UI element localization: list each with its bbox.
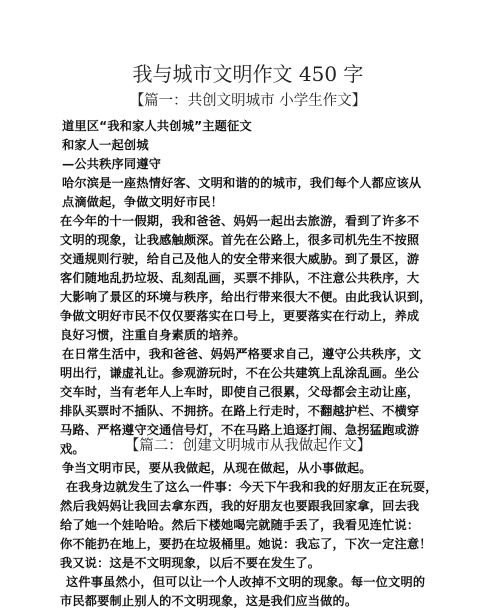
section-1-body <box>0 117 496 459</box>
paragraph-line: 道里区“我和家人共创城”主题征文 <box>62 119 252 133</box>
document-title: 我与城市文明作文 450 字 <box>132 62 364 86</box>
paragraph-line: 争做文明好市民不仅仅要落实在口号上，更要落实在行动上，养成 <box>60 309 420 323</box>
paragraph-line: 点滴做起，争做文明好市民！ <box>62 195 224 209</box>
paragraph-line: 哈尔滨是一座热情好客、文明和谐的的城市，我们每个人都应该从 <box>62 176 422 190</box>
paragraph-line: 在我身边就发生了这么一件事：今天下午我和我的好朋友正在玩耍， <box>66 480 438 494</box>
paragraph-line: 良好习惯，注重自身素质的培养。 <box>60 328 246 342</box>
paragraph-line: 戏。 <box>60 442 85 456</box>
paragraph-line: 你不能扔在地上，要扔在垃圾桶里。她说：我忘了，下次一定注意！ <box>60 537 432 551</box>
paragraph-line: 排队买票时不插队、不拥挤。在路上行走时，不翻越护栏、不横穿 <box>60 404 420 418</box>
section-heading-2: 【篇二：创建文明城市从我做起作文】 <box>124 438 372 454</box>
paragraph-line: 这件事虽然小，但可以让一个人改掉不文明的现象。每一位文明的 <box>66 575 426 589</box>
paragraph-line: 然后我妈妈让我回去拿东西，我的好朋友也要跟我回家拿，回去我 <box>60 499 420 513</box>
paragraph-line: 在日常生活中，我和爸爸、妈妈严格要求自己，遵守公共秩序，文 <box>62 347 422 361</box>
paragraph-line: 在今年的十一假期，我和爸爸、妈妈一起出去旅游，看到了许多不 <box>60 214 420 228</box>
paragraph-line: 大影响了景区的环境与秩序，给出行带来很大不便。由此我认识到， <box>60 290 432 304</box>
paragraph-line: 交车时，当有老年人上车时，即使自己很累，父母都会主动让座， <box>60 385 420 399</box>
section-2-body <box>0 459 496 608</box>
paragraph-line: 明出行，谦虚礼让。参观游玩时，不在公共建筑上乱涂乱画。坐公 <box>60 366 420 380</box>
paragraph-line: 马路、严格遵守交通信号灯，不在马路上追逐打闹、急拐猛跑或游 <box>60 423 420 437</box>
paragraph-line: 给了她一个娃哈哈。然后下楼她喝完就随手丢了，我看见连忙说： <box>60 518 420 532</box>
paragraph-line: 我又说：这是不文明现象，以后不要在发生了。 <box>60 556 321 570</box>
paragraph-line: 客们随地乱扔垃圾、乱刻乱画，买票不排队，不注意公共秩序，大 <box>60 271 420 285</box>
paragraph-line: —公共秩序同遵守 <box>62 157 162 171</box>
paragraph-line: 市民都要制止别人的不文明现象，这是我们应当做的。 <box>60 594 358 608</box>
section-heading-1: 【篇一：共创文明城市 小学生作文】 <box>129 93 367 109</box>
paragraph-line: 争当文明市民，要从我做起，从现在做起，从小事做起。 <box>62 461 372 475</box>
paragraph-line: 和家人一起创城 <box>62 138 149 152</box>
paragraph-line: 交通规则行驶，给自己及他人的安全带来很大威胁。到了景区，游 <box>60 252 420 266</box>
paragraph-line: 文明的现象，让我感触颇深。首先在公路上，很多司机先生不按照 <box>60 233 420 247</box>
